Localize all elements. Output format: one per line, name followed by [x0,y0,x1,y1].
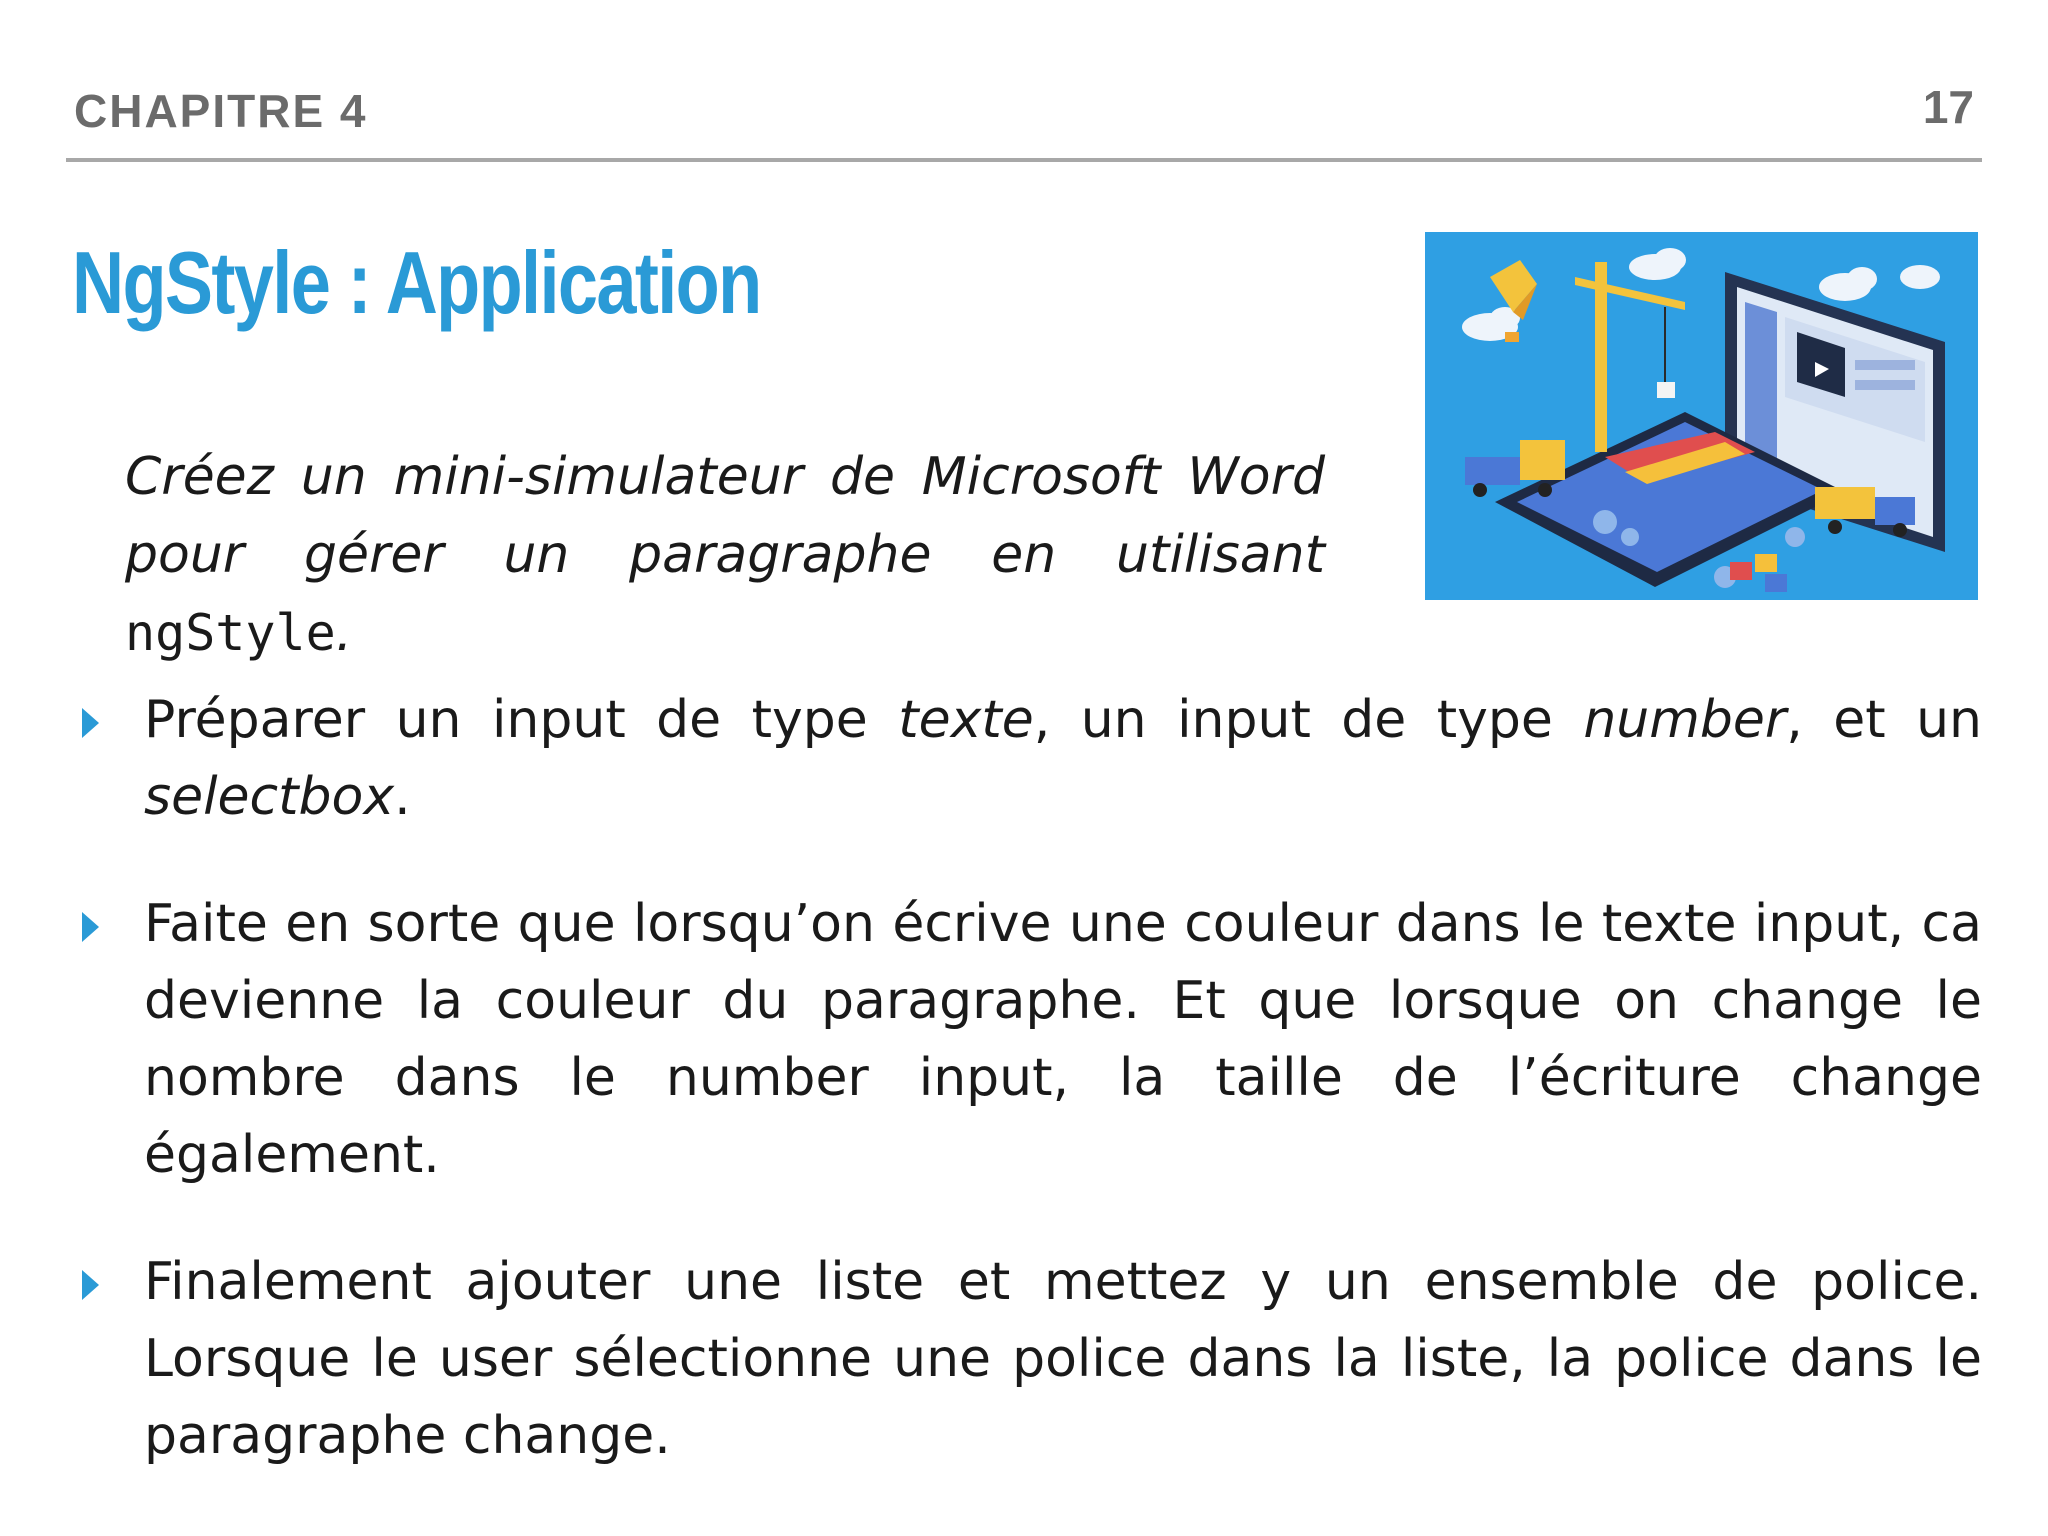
slide-header [66,78,1982,162]
chapter-label: CHAPITRE 4 [74,85,368,137]
illustration-graphic [1425,232,1978,600]
slide-title: NgStyle : Application [72,233,761,332]
bullet-arrow-icon [82,708,99,738]
instruction-list [70,682,1982,1525]
web-construction-illustration [1425,232,1978,600]
bullet-text: . [394,767,411,827]
page-number: 17 [1922,81,1974,133]
list-item [70,682,1982,836]
bullet-text: , et un [1786,690,1982,750]
list-item [70,886,1982,1194]
bullet-emphasis: texte [898,690,1034,750]
bullet-arrow-icon [82,1270,99,1300]
intro-code: ngStyle [125,604,336,662]
bullet-emphasis: selectbox [144,767,395,827]
list-item [70,1244,1982,1475]
bullet-arrow-icon [82,912,99,942]
bullet-text: , un input de type [1033,690,1584,750]
bullet-text: Préparer un input de type [144,690,899,750]
intro-text-end: . [335,603,353,663]
bullet-text: Faite en sorte que lorsqu’on écrive une couleur dans le texte input, ca devienne la couleur du paragraphe. Et que lorsque on change le nombre dans le number input, la taille de l’écriture change également. [144,894,1982,1185]
intro-text: Créez un mini-simulateur de Microsoft Word pour gérer un paragraphe en utilisant [125,447,1325,585]
bullet-text: Finalement ajouter une liste et mettez y un ensemble de police. Lorsque le user sélectionne une police dans la liste, la police dans le paragraphe change. [144,1252,1982,1466]
bullet-emphasis: number [1583,690,1787,750]
intro-paragraph [125,438,1325,672]
